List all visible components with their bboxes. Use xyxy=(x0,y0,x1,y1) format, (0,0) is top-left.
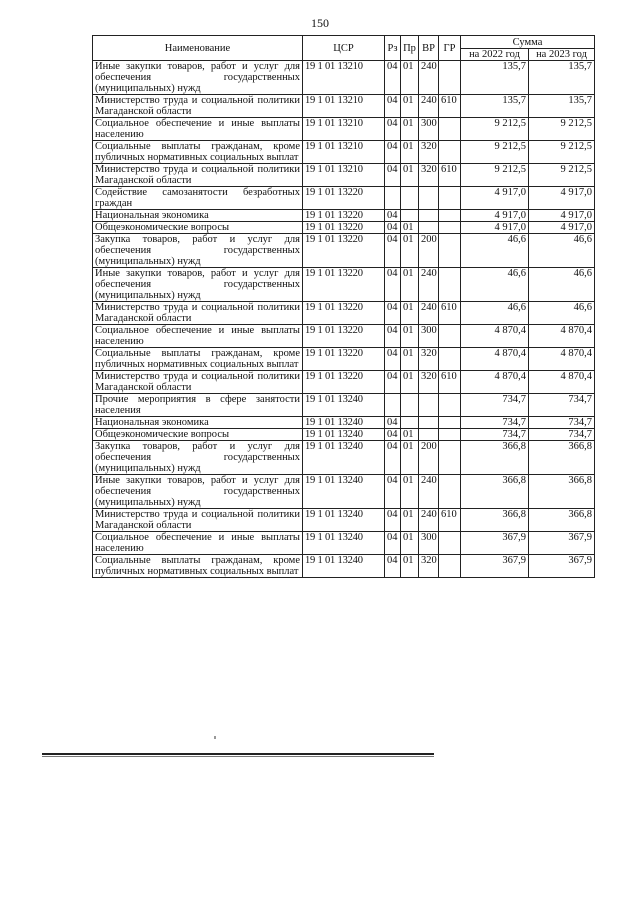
cell-vr: 320 xyxy=(419,555,439,578)
cell-pr: 01 xyxy=(401,532,419,555)
cell-vr: 320 xyxy=(419,371,439,394)
table-row xyxy=(93,268,595,302)
cell-csr: 19 1 01 13240 xyxy=(303,417,385,429)
cell-name: Общеэкономические вопросы xyxy=(93,429,303,441)
cell-csr: 19 1 01 13210 xyxy=(303,118,385,141)
cell-sum-2023: 4 917,0 xyxy=(529,210,595,222)
scan-speck xyxy=(214,736,216,739)
cell-sum-2023: 4 870,4 xyxy=(529,325,595,348)
cell-rz: 04 xyxy=(385,348,401,371)
cell-sum-2023: 734,7 xyxy=(529,394,595,417)
cell-rz: 04 xyxy=(385,222,401,234)
cell-sum-2022: 366,8 xyxy=(461,509,529,532)
table-row xyxy=(93,475,595,509)
header-pr: Пр xyxy=(401,36,419,61)
cell-rz xyxy=(385,187,401,210)
cell-csr: 19 1 01 13210 xyxy=(303,164,385,187)
table-row xyxy=(93,417,595,429)
cell-sum-2022: 4 870,4 xyxy=(461,371,529,394)
header-year-2022: на 2022 год xyxy=(461,49,529,61)
cell-pr: 01 xyxy=(401,371,419,394)
table-row xyxy=(93,187,595,210)
cell-rz: 04 xyxy=(385,417,401,429)
cell-rz: 04 xyxy=(385,268,401,302)
cell-name: Социальные выплаты гражданам, кроме публичных нормативных социальных выплат xyxy=(93,348,303,371)
cell-vr: 240 xyxy=(419,268,439,302)
cell-vr: 200 xyxy=(419,234,439,268)
cell-csr: 19 1 01 13240 xyxy=(303,555,385,578)
cell-name: Иные закупки товаров, работ и услуг для обеспечения государственных (муниципальных) нужд xyxy=(93,475,303,509)
cell-name: Иные закупки товаров, работ и услуг для обеспечения государственных (муниципальных) нужд xyxy=(93,61,303,95)
cell-vr: 300 xyxy=(419,118,439,141)
header-name: Наименование xyxy=(93,36,303,61)
cell-gr xyxy=(439,441,461,475)
cell-gr xyxy=(439,532,461,555)
cell-sum-2022: 46,6 xyxy=(461,302,529,325)
table-row xyxy=(93,371,595,394)
table-row xyxy=(93,234,595,268)
cell-gr xyxy=(439,187,461,210)
cell-rz: 04 xyxy=(385,302,401,325)
cell-sum-2022: 734,7 xyxy=(461,417,529,429)
cell-csr: 19 1 01 13220 xyxy=(303,222,385,234)
cell-pr xyxy=(401,394,419,417)
cell-pr: 01 xyxy=(401,234,419,268)
cell-sum-2022: 135,7 xyxy=(461,95,529,118)
table-row xyxy=(93,95,595,118)
cell-vr: 240 xyxy=(419,475,439,509)
cell-rz: 04 xyxy=(385,164,401,187)
cell-csr: 19 1 01 13210 xyxy=(303,95,385,118)
cell-pr: 01 xyxy=(401,141,419,164)
cell-rz xyxy=(385,394,401,417)
table-row xyxy=(93,555,595,578)
table-row xyxy=(93,302,595,325)
cell-sum-2023: 9 212,5 xyxy=(529,164,595,187)
cell-rz: 04 xyxy=(385,532,401,555)
budget-table xyxy=(92,35,595,578)
cell-sum-2022: 9 212,5 xyxy=(461,141,529,164)
cell-vr: 240 xyxy=(419,61,439,95)
cell-rz: 04 xyxy=(385,441,401,475)
cell-rz: 04 xyxy=(385,325,401,348)
cell-csr: 19 1 01 13210 xyxy=(303,61,385,95)
cell-sum-2023: 135,7 xyxy=(529,95,595,118)
cell-sum-2022: 367,9 xyxy=(461,532,529,555)
cell-name: Содействие самозанятости безработных граждан xyxy=(93,187,303,210)
cell-name: Закупка товаров, работ и услуг для обеспечения государственных (муниципальных) нужд xyxy=(93,441,303,475)
cell-gr xyxy=(439,141,461,164)
cell-csr: 19 1 01 13210 xyxy=(303,141,385,164)
cell-name: Иные закупки товаров, работ и услуг для обеспечения государственных (муниципальных) нужд xyxy=(93,268,303,302)
cell-vr: 240 xyxy=(419,302,439,325)
cell-vr xyxy=(419,187,439,210)
cell-pr xyxy=(401,210,419,222)
cell-name: Министерство труда и социальной политики Магаданской области xyxy=(93,164,303,187)
cell-gr xyxy=(439,234,461,268)
cell-sum-2022: 367,9 xyxy=(461,555,529,578)
cell-csr: 19 1 01 13240 xyxy=(303,475,385,509)
table-row xyxy=(93,509,595,532)
cell-name: Прочие мероприятия в сфере занятости населения xyxy=(93,394,303,417)
cell-gr: 610 xyxy=(439,371,461,394)
cell-gr: 610 xyxy=(439,302,461,325)
cell-pr: 01 xyxy=(401,441,419,475)
table-row xyxy=(93,141,595,164)
cell-pr xyxy=(401,417,419,429)
cell-gr xyxy=(439,325,461,348)
table-row xyxy=(93,394,595,417)
table-row xyxy=(93,210,595,222)
table-row xyxy=(93,429,595,441)
cell-name: Социальные выплаты гражданам, кроме публичных нормативных социальных выплат xyxy=(93,555,303,578)
cell-sum-2023: 367,9 xyxy=(529,555,595,578)
cell-sum-2022: 9 212,5 xyxy=(461,164,529,187)
cell-sum-2022: 4 917,0 xyxy=(461,187,529,210)
cell-pr xyxy=(401,187,419,210)
cell-gr xyxy=(439,475,461,509)
cell-rz: 04 xyxy=(385,475,401,509)
cell-sum-2023: 4 917,0 xyxy=(529,187,595,210)
cell-rz: 04 xyxy=(385,371,401,394)
cell-sum-2023: 46,6 xyxy=(529,302,595,325)
cell-gr xyxy=(439,555,461,578)
cell-name: Министерство труда и социальной политики Магаданской области xyxy=(93,95,303,118)
cell-csr: 19 1 01 13220 xyxy=(303,210,385,222)
cell-name: Социальное обеспечение и иные выплаты населению xyxy=(93,532,303,555)
cell-pr: 01 xyxy=(401,509,419,532)
cell-vr: 320 xyxy=(419,164,439,187)
cell-name: Закупка товаров, работ и услуг для обеспечения государственных (муниципальных) нужд xyxy=(93,234,303,268)
table-row xyxy=(93,222,595,234)
cell-name: Социальные выплаты гражданам, кроме публичных нормативных социальных выплат xyxy=(93,141,303,164)
cell-gr xyxy=(439,118,461,141)
cell-sum-2022: 734,7 xyxy=(461,394,529,417)
cell-sum-2023: 9 212,5 xyxy=(529,141,595,164)
table-row xyxy=(93,532,595,555)
header-gr: ГР xyxy=(439,36,461,61)
cell-sum-2023: 366,8 xyxy=(529,509,595,532)
cell-name: Министерство труда и социальной политики Магаданской области xyxy=(93,302,303,325)
cell-name: Министерство труда и социальной политики Магаданской области xyxy=(93,371,303,394)
cell-gr: 610 xyxy=(439,509,461,532)
cell-pr: 01 xyxy=(401,429,419,441)
cell-pr: 01 xyxy=(401,61,419,95)
cell-vr xyxy=(419,417,439,429)
cell-csr: 19 1 01 13220 xyxy=(303,348,385,371)
cell-gr xyxy=(439,222,461,234)
cell-pr: 01 xyxy=(401,302,419,325)
cell-rz: 04 xyxy=(385,141,401,164)
cell-csr: 19 1 01 13220 xyxy=(303,234,385,268)
cell-gr xyxy=(439,61,461,95)
cell-name: Министерство труда и социальной политики Магаданской области xyxy=(93,509,303,532)
table-body xyxy=(93,61,595,578)
cell-vr: 240 xyxy=(419,509,439,532)
cell-rz: 04 xyxy=(385,555,401,578)
cell-sum-2023: 734,7 xyxy=(529,417,595,429)
table-row xyxy=(93,348,595,371)
cell-pr: 01 xyxy=(401,555,419,578)
cell-gr xyxy=(439,348,461,371)
cell-vr xyxy=(419,394,439,417)
cell-gr xyxy=(439,417,461,429)
cell-pr: 01 xyxy=(401,325,419,348)
cell-sum-2023: 4 870,4 xyxy=(529,371,595,394)
cell-csr: 19 1 01 13220 xyxy=(303,302,385,325)
cell-vr xyxy=(419,210,439,222)
cell-sum-2023: 4 870,4 xyxy=(529,348,595,371)
cell-rz: 04 xyxy=(385,234,401,268)
cell-sum-2022: 4 870,4 xyxy=(461,348,529,371)
table-row xyxy=(93,164,595,187)
cell-pr: 01 xyxy=(401,118,419,141)
cell-sum-2022: 366,8 xyxy=(461,441,529,475)
table-row xyxy=(93,118,595,141)
cell-csr: 19 1 01 13240 xyxy=(303,429,385,441)
cell-pr: 01 xyxy=(401,222,419,234)
cell-vr: 320 xyxy=(419,141,439,164)
cell-vr: 200 xyxy=(419,441,439,475)
cell-sum-2022: 366,8 xyxy=(461,475,529,509)
cell-sum-2022: 9 212,5 xyxy=(461,118,529,141)
table-header xyxy=(93,36,595,61)
cell-sum-2022: 135,7 xyxy=(461,61,529,95)
cell-vr: 300 xyxy=(419,532,439,555)
cell-csr: 19 1 01 13220 xyxy=(303,371,385,394)
cell-rz: 04 xyxy=(385,210,401,222)
header-sum: Сумма xyxy=(461,36,595,49)
cell-sum-2023: 9 212,5 xyxy=(529,118,595,141)
cell-csr: 19 1 01 13240 xyxy=(303,532,385,555)
cell-sum-2023: 46,6 xyxy=(529,234,595,268)
cell-name: Социальное обеспечение и иные выплаты населению xyxy=(93,118,303,141)
cell-sum-2023: 135,7 xyxy=(529,61,595,95)
table-row xyxy=(93,325,595,348)
cell-sum-2023: 366,8 xyxy=(529,475,595,509)
cell-sum-2023: 46,6 xyxy=(529,268,595,302)
cell-vr xyxy=(419,429,439,441)
cell-vr xyxy=(419,222,439,234)
cell-csr: 19 1 01 13220 xyxy=(303,325,385,348)
cell-pr: 01 xyxy=(401,164,419,187)
cell-sum-2023: 4 917,0 xyxy=(529,222,595,234)
cell-sum-2022: 46,6 xyxy=(461,268,529,302)
cell-sum-2022: 4 917,0 xyxy=(461,210,529,222)
cell-sum-2022: 4 870,4 xyxy=(461,325,529,348)
cell-gr: 610 xyxy=(439,95,461,118)
cell-gr xyxy=(439,210,461,222)
cell-name: Социальное обеспечение и иные выплаты населению xyxy=(93,325,303,348)
cell-gr xyxy=(439,394,461,417)
cell-csr: 19 1 01 13220 xyxy=(303,268,385,302)
cell-pr: 01 xyxy=(401,268,419,302)
cell-gr xyxy=(439,429,461,441)
cell-gr: 610 xyxy=(439,164,461,187)
cell-rz: 04 xyxy=(385,118,401,141)
cell-csr: 19 1 01 13220 xyxy=(303,187,385,210)
cell-gr xyxy=(439,268,461,302)
cell-rz: 04 xyxy=(385,61,401,95)
cell-sum-2023: 367,9 xyxy=(529,532,595,555)
header-vr: ВР xyxy=(419,36,439,61)
cell-sum-2022: 4 917,0 xyxy=(461,222,529,234)
bottom-rule xyxy=(42,753,434,755)
cell-name: Национальная экономика xyxy=(93,417,303,429)
table-row xyxy=(93,441,595,475)
header-year-2023: на 2023 год xyxy=(529,49,595,61)
cell-pr: 01 xyxy=(401,348,419,371)
header-csr: ЦСР xyxy=(303,36,385,61)
cell-csr: 19 1 01 13240 xyxy=(303,509,385,532)
cell-sum-2023: 366,8 xyxy=(529,441,595,475)
cell-vr: 300 xyxy=(419,325,439,348)
cell-csr: 19 1 01 13240 xyxy=(303,441,385,475)
page-number: 150 xyxy=(311,16,329,30)
cell-name: Общеэкономические вопросы xyxy=(93,222,303,234)
cell-sum-2023: 734,7 xyxy=(529,429,595,441)
cell-pr: 01 xyxy=(401,475,419,509)
cell-csr: 19 1 01 13240 xyxy=(303,394,385,417)
cell-rz: 04 xyxy=(385,429,401,441)
cell-sum-2022: 46,6 xyxy=(461,234,529,268)
table-row xyxy=(93,61,595,95)
cell-vr: 240 xyxy=(419,95,439,118)
cell-name: Национальная экономика xyxy=(93,210,303,222)
cell-rz: 04 xyxy=(385,509,401,532)
cell-rz: 04 xyxy=(385,95,401,118)
header-rz: Рз xyxy=(385,36,401,61)
cell-vr: 320 xyxy=(419,348,439,371)
cell-sum-2022: 734,7 xyxy=(461,429,529,441)
cell-pr: 01 xyxy=(401,95,419,118)
bottom-rule-thin xyxy=(42,756,434,757)
